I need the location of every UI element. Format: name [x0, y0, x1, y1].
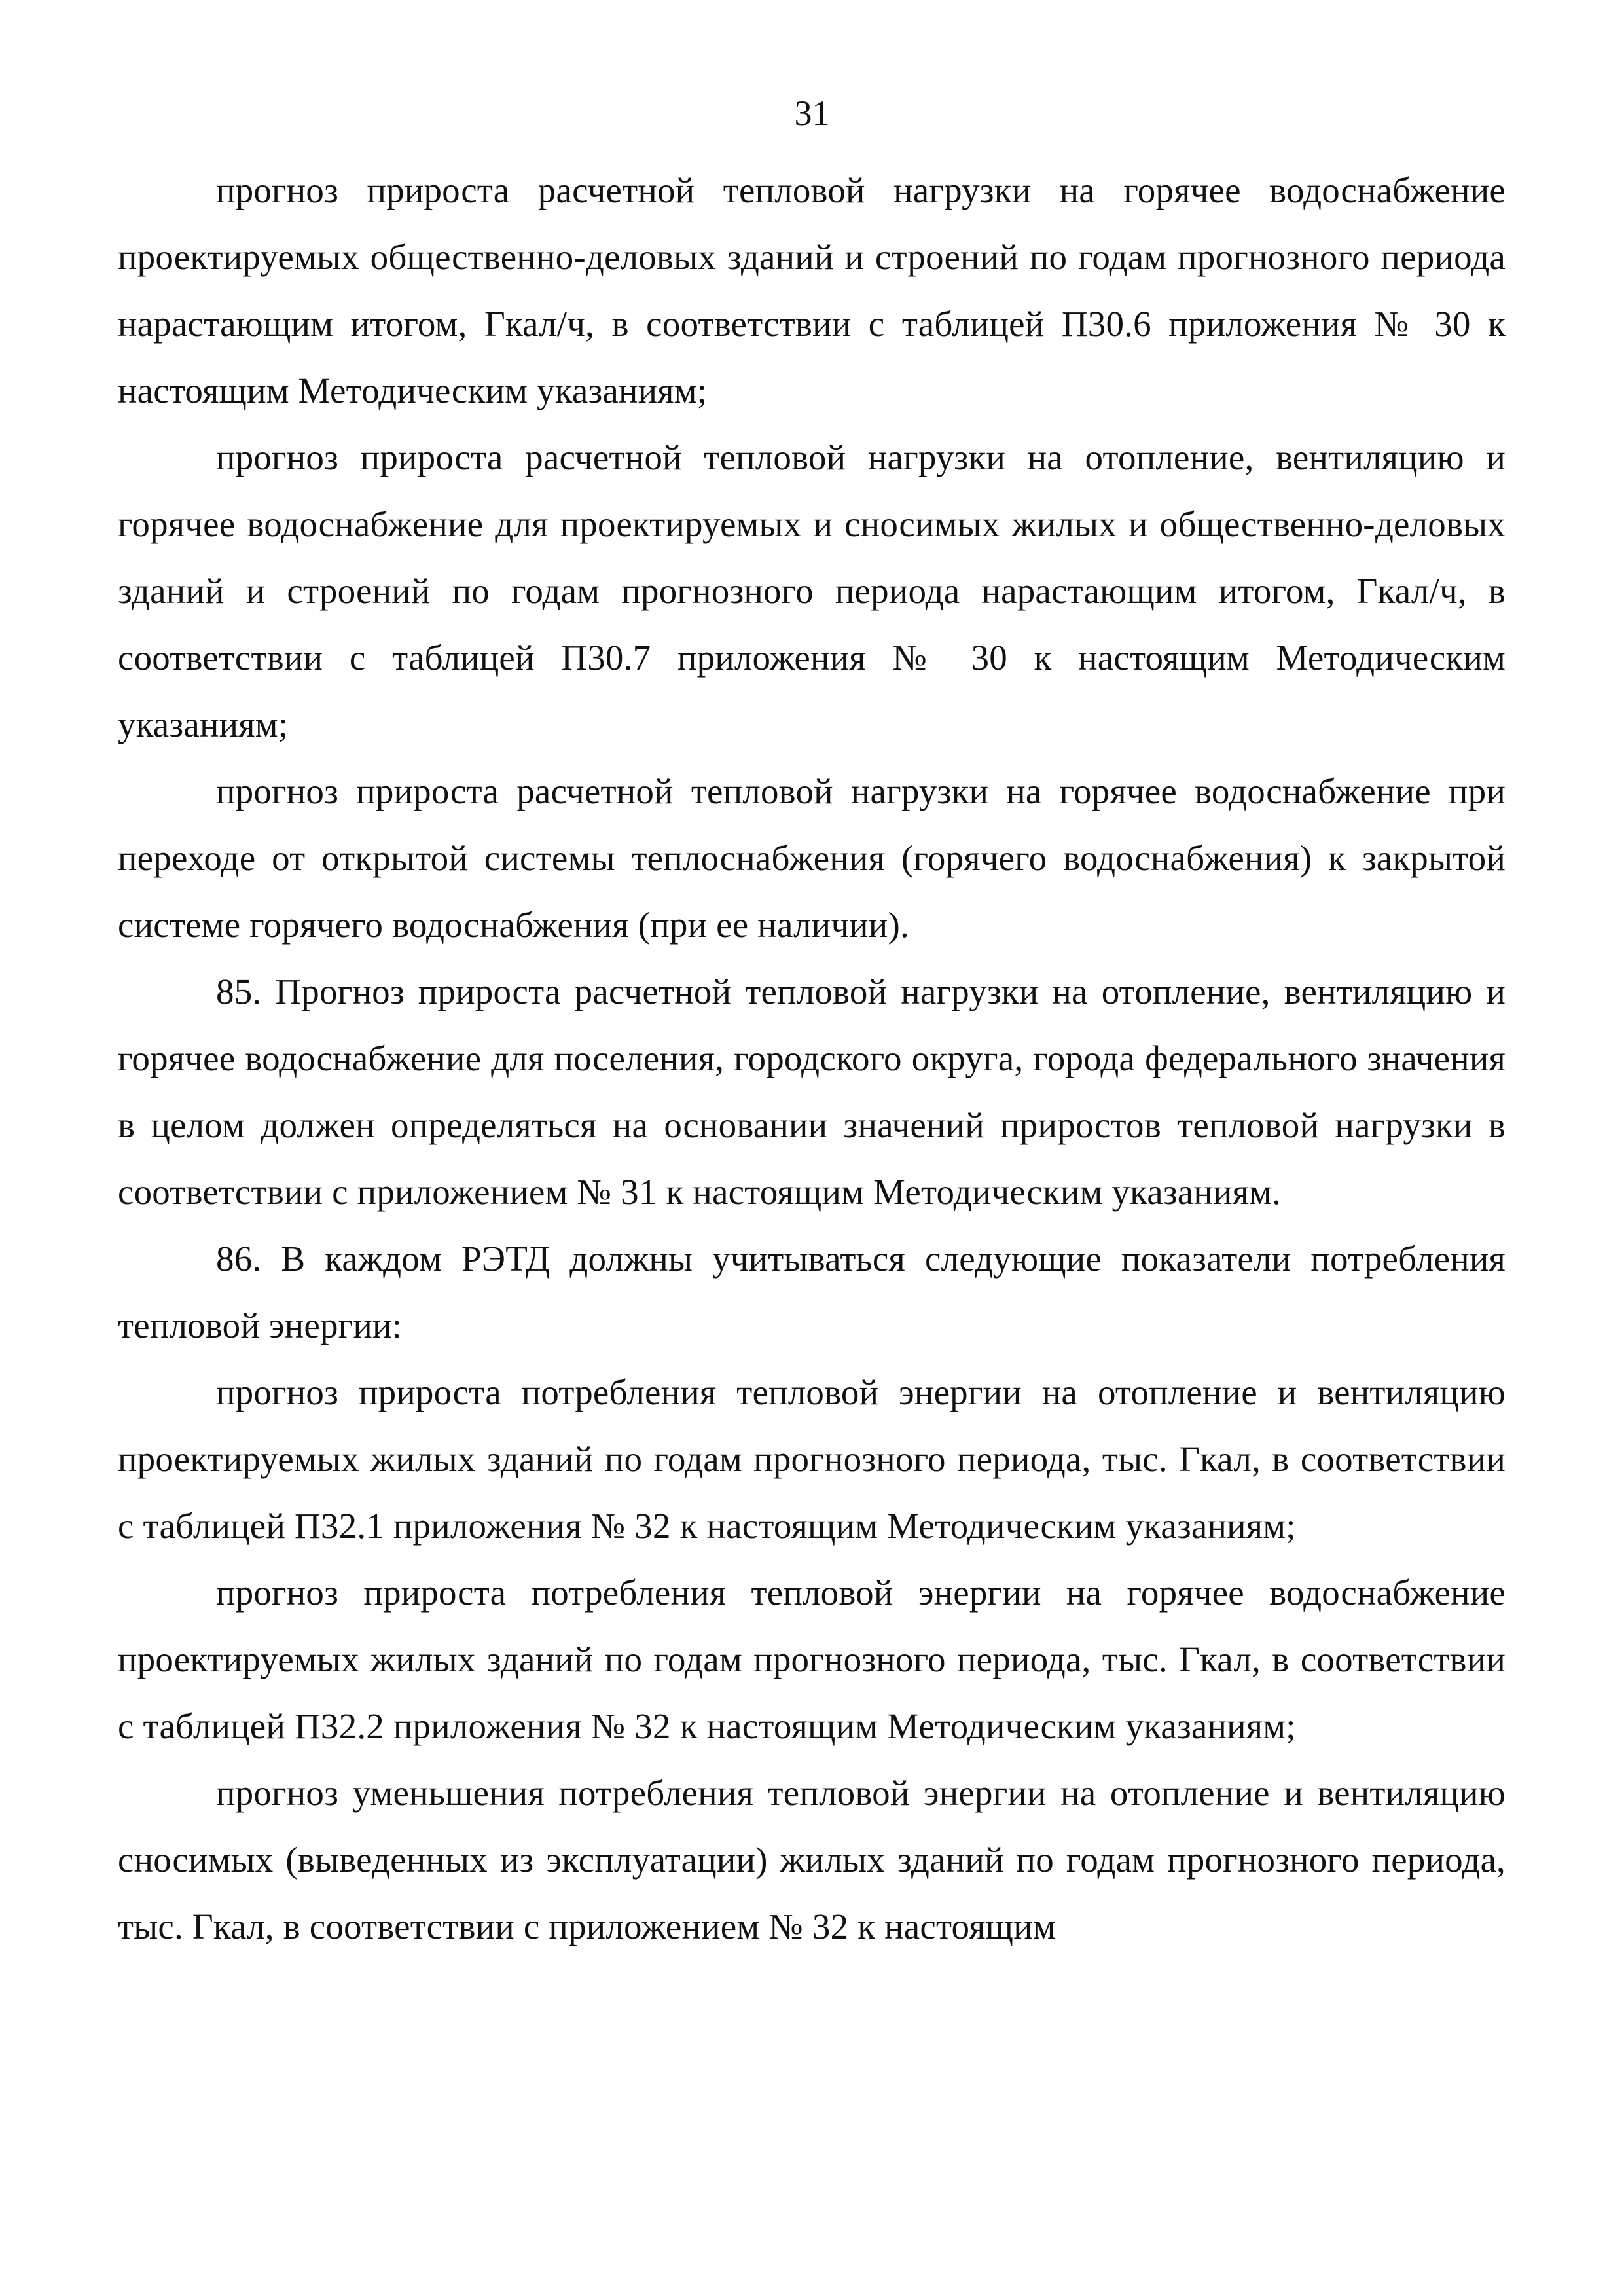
paragraph-hot-water-office: прогноз прироста расчетной тепловой нагрузки на горячее водоснабжение проектируемых общественно-деловых зданий и строений по годам прогнозного периода нарастающим итогом, Гкал/ч, в соответствии с таблицей П30.6 приложения № 30 к настоящим Методическим указаниям; [118, 170, 1506, 410]
paragraph-hot-water-consumption-residential: прогноз прироста потребления тепловой энергии на горячее водоснабжение проектируемых жилых зданий по годам прогнозного периода, тыс. Гкал, в соответствии с таблицей П32.2 приложения № 32 к настоящим Методическим указаниям; [118, 1573, 1506, 1746]
page-number: 31 [794, 94, 830, 133]
page-body [118, 157, 1506, 1960]
paragraph-heating-consumption-residential: прогноз прироста потребления тепловой энергии на отопление и вентиляцию проектируемых жилых зданий по годам прогнозного периода, тыс. Гкал, в соответствии с таблицей П32.1 приложения № 32 к настоящим Методическим указаниям; [118, 1372, 1506, 1546]
paragraph-item-86: 86. В каждом РЭТД должны учитываться следующие показатели потребления тепловой энергии: [118, 1239, 1506, 1345]
paragraph-consumption-decrease-demolished: прогноз уменьшения потребления тепловой энергии на отопление и вентиляцию сносимых (выведенных из эксплуатации) жилых зданий по годам прогнозного периода, тыс. Гкал, в соответствии с приложением № 32 к настоящим [118, 1773, 1506, 1946]
paragraph-open-to-closed-system: прогноз прироста расчетной тепловой нагрузки на горячее водоснабжение при переходе от открытой системы теплоснабжения (горячего водоснабжения) к закрытой системе горячего водоснабжения (при ее наличии). [118, 771, 1506, 945]
paragraph-heating-ventilation-hot-water: прогноз прироста расчетной тепловой нагрузки на отопление, вентиляцию и горячее водоснабжение для проектируемых и сносимых жилых и общественно-деловых зданий и строений по годам прогнозного периода нарастающим итогом, Гкал/ч, в соответствии с таблицей П30.7 приложения № 30 к настоящим Методическим указаниям; [118, 437, 1506, 744]
paragraph-item-85: 85. Прогноз прироста расчетной тепловой нагрузки на отопление, вентиляцию и горячее водоснабжение для поселения, городского округа, города федерального значения в целом должен определяться на основании значений приростов тепловой нагрузки в соответствии с приложением № 31 к настоящим Методическим указаниям. [118, 972, 1506, 1212]
